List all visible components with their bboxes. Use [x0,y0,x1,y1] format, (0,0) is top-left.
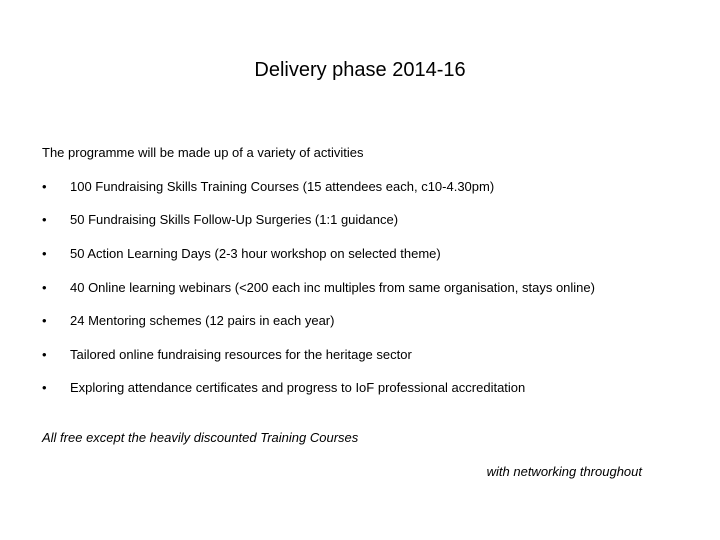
networking-note: with networking throughout [486,464,642,479]
list-item-text: Exploring attendance certificates and progress to IoF professional accreditation [70,380,526,395]
intro-text: The programme will be made up of a variety of activities [42,145,364,160]
bullet-icon: • [42,380,47,395]
bullet-icon: • [42,313,47,328]
slide-title: Delivery phase 2014-16 [254,59,466,81]
list-item-text: 100 Fundraising Skills Training Courses (15 attendees each, c10-4.30pm) [70,179,495,194]
list-item-text: 40 Online learning webinars (<200 each inc multiples from same organisation, stays online) [70,280,595,295]
bullet-icon: • [42,280,47,295]
bullet-icon: • [42,212,47,227]
list-item-text: 24 Mentoring schemes (12 pairs in each year) [70,313,335,328]
list-item-text: 50 Action Learning Days (2-3 hour workshop on selected theme) [70,246,441,261]
bullet-icon: • [42,347,47,362]
free-note: All free except the heavily discounted Training Courses [42,430,359,445]
bullet-icon: • [42,246,47,261]
list-item-text: 50 Fundraising Skills Follow-Up Surgeries (1:1 guidance) [70,212,399,227]
list-item-text: Tailored online fundraising resources for the heritage sector [70,347,412,362]
bullet-icon: • [42,179,47,194]
